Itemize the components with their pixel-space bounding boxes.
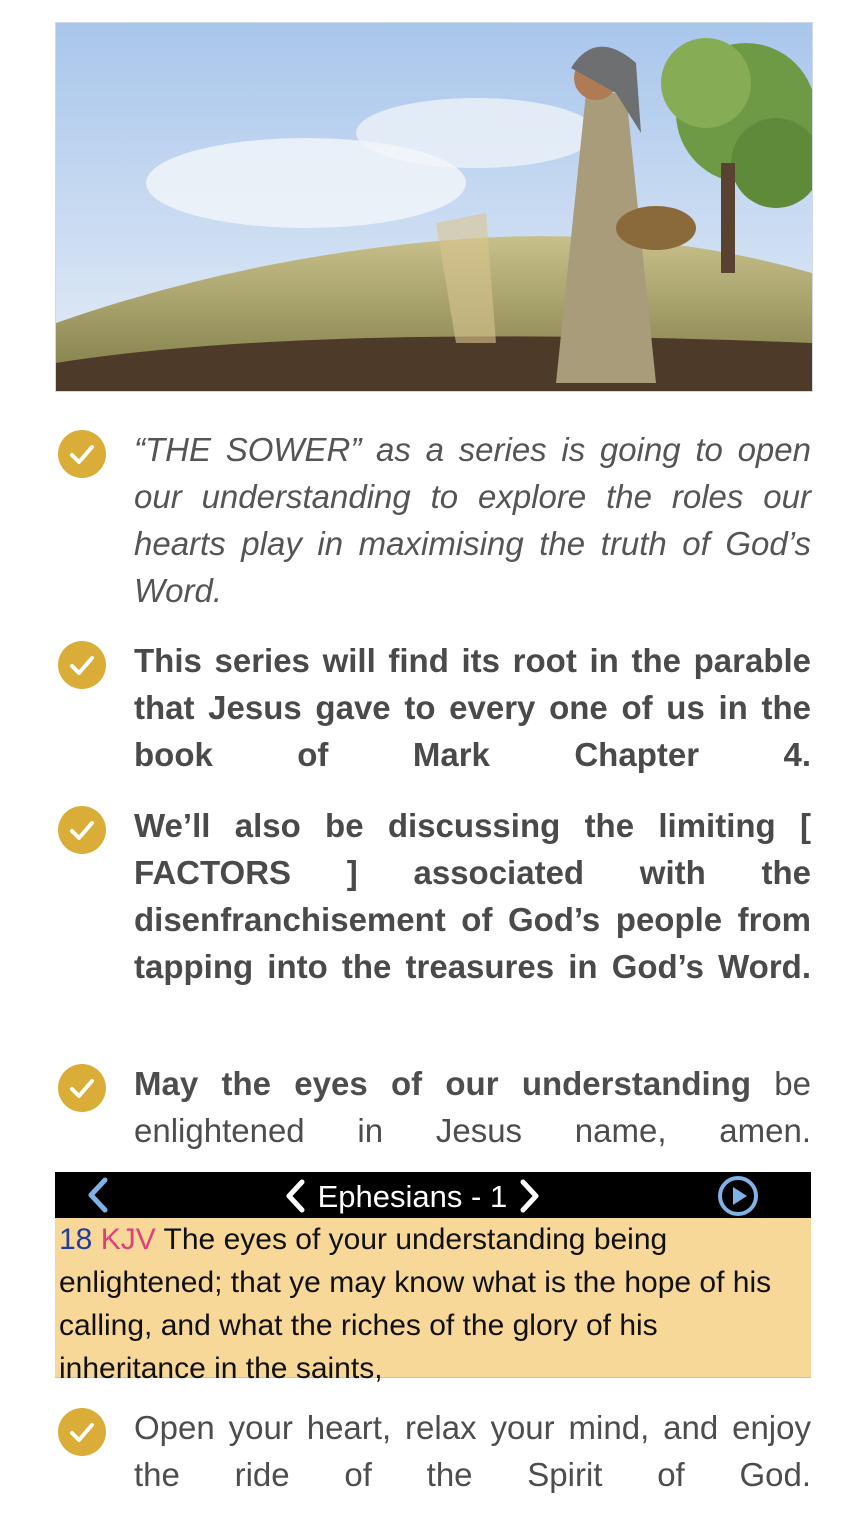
bullet-item-limiting-factors xyxy=(58,802,811,990)
check-circle-icon xyxy=(58,1408,106,1456)
check-circle-icon xyxy=(58,1064,106,1112)
book-selector[interactable] xyxy=(283,1178,542,1216)
verse-text: The eyes of your understanding being enlightened; that ye may know what is the hope of his calling, and what the riches of the glory of his inheritance in the saints, xyxy=(59,1223,772,1385)
bullet-text-bold: May the eyes of our understanding xyxy=(134,1065,751,1102)
bullet-text: We’ll also be discussing the limiting [ FACTORS ] associated with the disenfranchisement of God’s people from tapping into the treasures in God’s Word. xyxy=(134,807,811,985)
check-circle-icon xyxy=(58,641,106,689)
bullet-item-open-heart xyxy=(58,1404,811,1498)
bullet-text-normal: be enlightened in Jesus name, amen. xyxy=(134,1065,812,1149)
bullet-text: “THE SOWER” as a series is going to open our understanding to explore the roles our hearts play in maximising the truth of God’s Word. xyxy=(134,431,811,609)
bullet-text: Open your heart, relax your mind, and enjoy the ride of the Spirit of God. xyxy=(134,1409,811,1493)
book-chapter-label: Ephesians - 1 xyxy=(317,1179,508,1214)
chevron-left-icon[interactable] xyxy=(283,1179,309,1213)
chevron-left-icon[interactable] xyxy=(85,1176,113,1221)
play-circle-icon[interactable] xyxy=(717,1175,759,1217)
bullet-item-prayer xyxy=(58,1060,811,1154)
check-circle-icon xyxy=(58,806,106,854)
verse-version: KJV xyxy=(100,1223,156,1256)
verse-number: 18 xyxy=(59,1223,93,1256)
check-circle-icon xyxy=(58,430,106,478)
bullet-item-parable-root xyxy=(58,637,811,778)
bullet-item-series-intro xyxy=(58,426,811,614)
verse-content xyxy=(55,1218,811,1385)
bullet-text: This series will find its root in the parable that Jesus gave to every one of us in the book of Mark Chapter 4. xyxy=(134,642,811,773)
sower-illustration xyxy=(55,22,813,392)
chevron-right-icon[interactable] xyxy=(516,1179,542,1213)
bible-verse-toolbar xyxy=(55,1172,811,1218)
